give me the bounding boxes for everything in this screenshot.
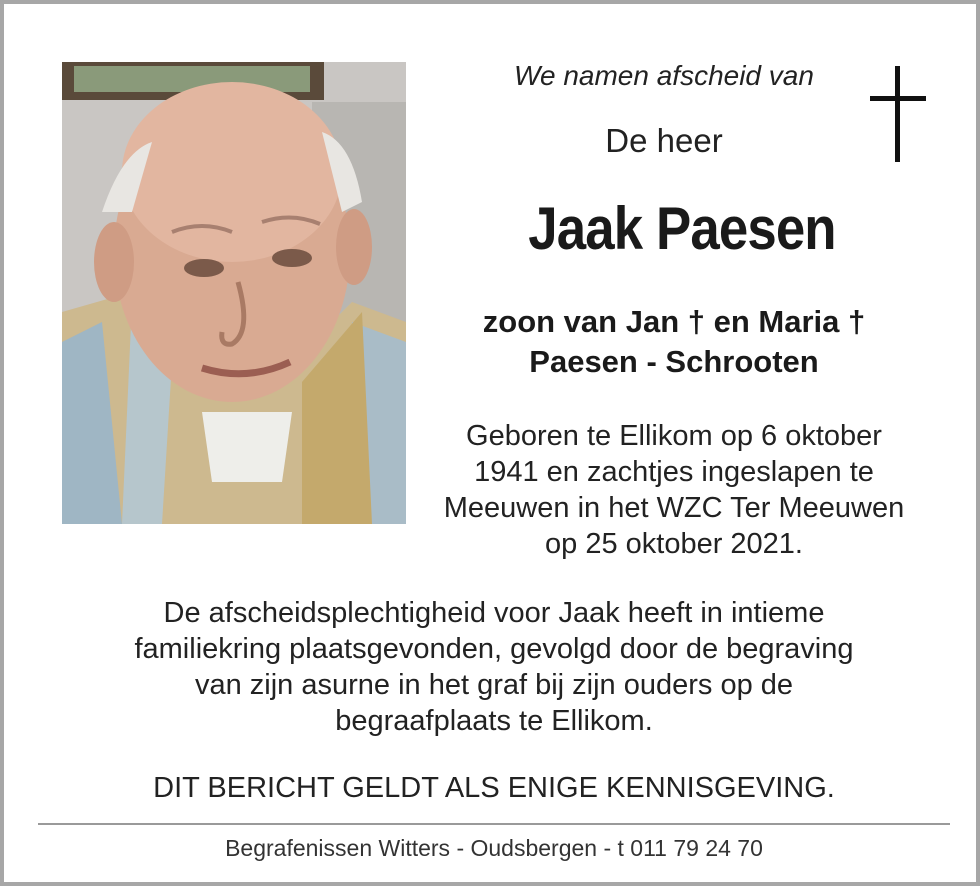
divider bbox=[38, 823, 950, 825]
ceremony-line: begraafplaats te Ellikom. bbox=[335, 705, 653, 737]
deceased-name: Jaak Paesen bbox=[528, 195, 836, 262]
portrait-photo bbox=[62, 62, 406, 524]
birth-line: 1941 en zachtjes ingeslapen te bbox=[474, 456, 874, 488]
funeral-home-footer: Begrafenissen Witters - Oudsbergen - t 011 79 24 70 bbox=[225, 835, 763, 861]
ceremony-line: van zijn asurne in het graf bij zijn ouders op de bbox=[194, 669, 794, 701]
birth-line: Meeuwen in het WZC Ter Meeuwen bbox=[443, 492, 905, 524]
ceremony-line: De afscheidsplechtigheid voor Jaak heeft in intieme bbox=[163, 597, 825, 629]
birth-line: Geboren te Ellikom op 6 oktober bbox=[466, 420, 882, 452]
birth-line: op 25 oktober 2021. bbox=[545, 528, 803, 560]
intro-text: We namen afscheid van bbox=[514, 60, 814, 91]
parents-surnames: Paesen - Schrooten bbox=[529, 344, 819, 379]
parents-line: zoon van Jan † en Maria † bbox=[482, 304, 866, 339]
sole-notice-text: DIT BERICHT GELDT ALS ENIGE KENNISGEVING. bbox=[153, 772, 835, 804]
honorific: De heer bbox=[605, 122, 723, 159]
birth-death-block bbox=[414, 418, 934, 562]
ceremony-line: familiekring plaatsgevonden, gevolgd door de begraving bbox=[134, 633, 854, 665]
ceremony-block bbox=[64, 595, 924, 739]
parents-block bbox=[424, 302, 924, 382]
